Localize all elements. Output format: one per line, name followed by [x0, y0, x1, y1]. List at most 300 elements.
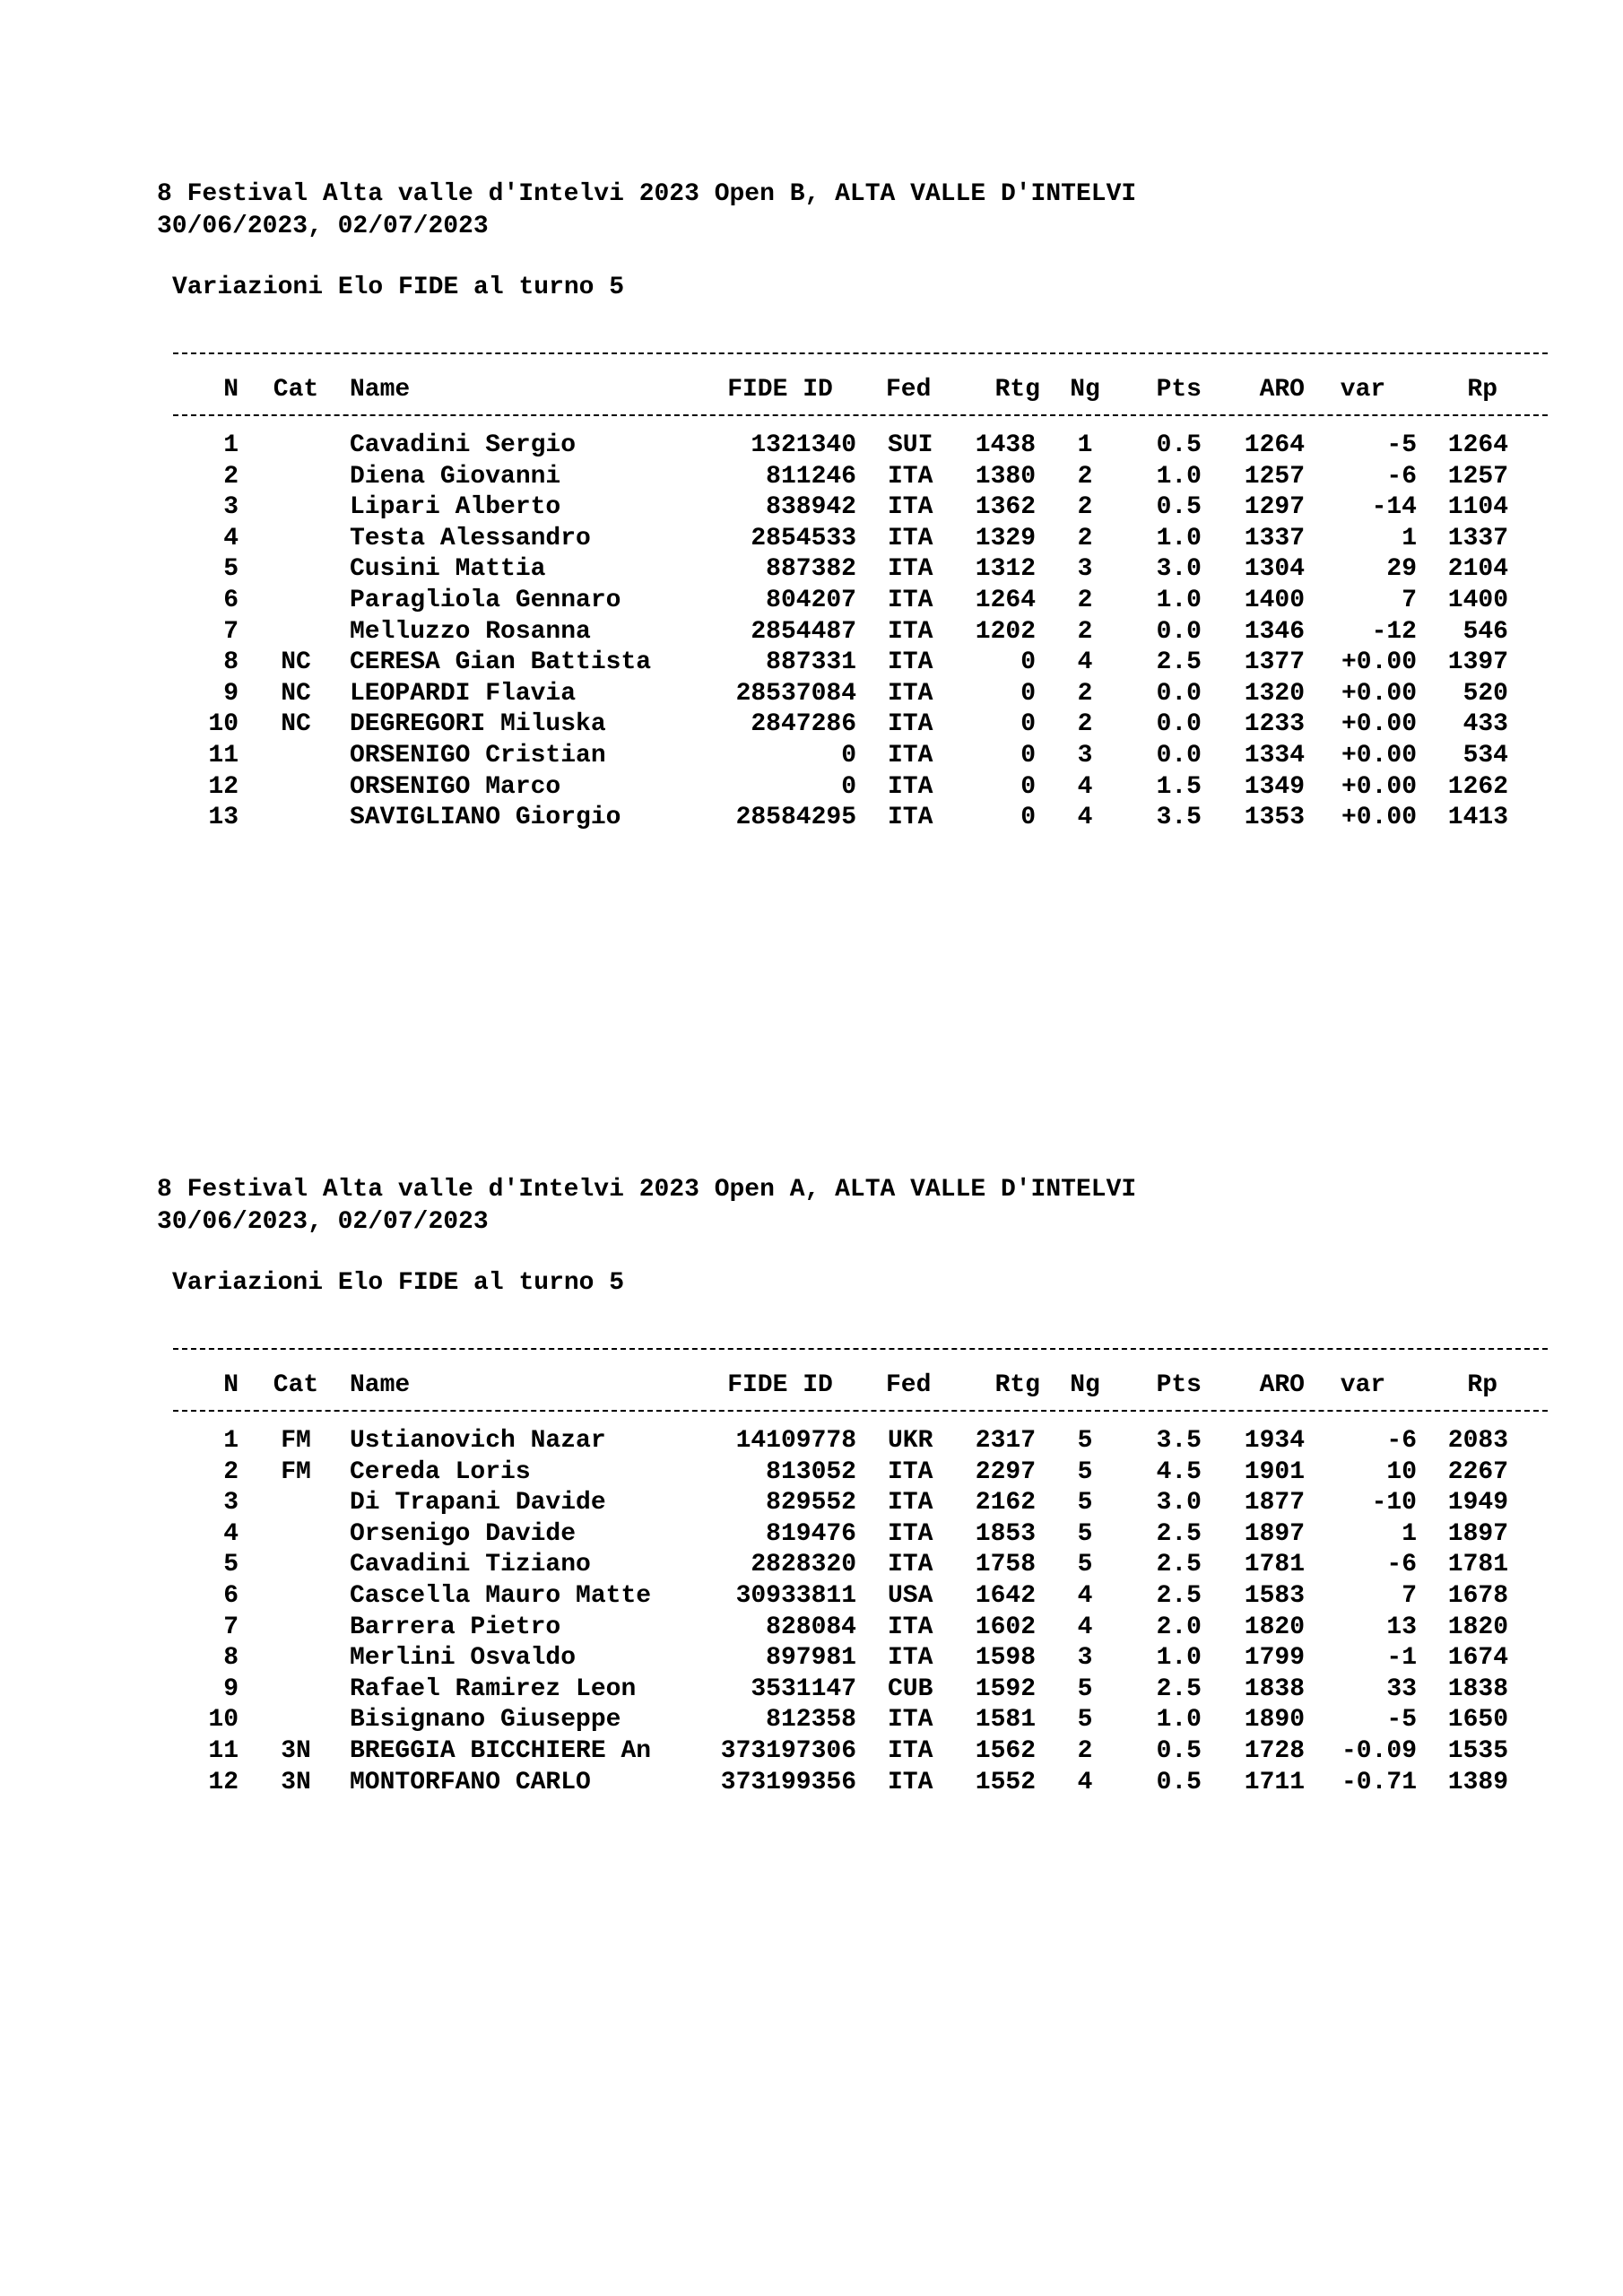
cell-name: Bisignano Giuseppe — [350, 1706, 621, 1735]
table-row — [0, 554, 1623, 586]
cell-fed: SUI — [888, 431, 933, 459]
cell-name: Paragliola Gennaro — [350, 586, 621, 614]
header-name: Name — [350, 1371, 411, 1399]
cell-rtg: 1264 — [975, 586, 1036, 614]
cell-rp: 520 — [1462, 679, 1508, 708]
cell-pts: 1.0 — [1156, 524, 1202, 552]
cell-ng: 1 — [1077, 431, 1093, 459]
cell-rp: 1650 — [1447, 1706, 1508, 1735]
cell-pts: 4.5 — [1156, 1457, 1202, 1486]
cell-rtg: 1598 — [975, 1644, 1036, 1673]
cell-pts: 3.5 — [1156, 1427, 1202, 1455]
header-cat: Cat — [273, 376, 319, 404]
cell-pts: 1.0 — [1156, 462, 1202, 491]
cell-name: SAVIGLIANO Giorgio — [350, 804, 621, 832]
cell-aro: 1877 — [1244, 1489, 1305, 1518]
cell-pts: 0.5 — [1156, 431, 1202, 459]
cell-cat: NC — [281, 648, 311, 677]
cell-fide-id: 838942 — [766, 493, 856, 522]
cell-name: Ustianovich Nazar — [350, 1427, 606, 1455]
cell-rtg: 0 — [1020, 741, 1036, 770]
cell-rtg: 1581 — [975, 1706, 1036, 1735]
cell-fed: USA — [888, 1581, 933, 1610]
cell-ng: 5 — [1077, 1674, 1093, 1703]
cell-var: -6 — [1386, 1427, 1417, 1455]
cell-fide-id: 812358 — [766, 1706, 856, 1735]
header-n: N — [223, 1371, 239, 1399]
cell-rtg: 2162 — [975, 1489, 1036, 1518]
cell-rp: 1337 — [1447, 524, 1508, 552]
cell-rtg: 2297 — [975, 1457, 1036, 1486]
cell-aro: 1838 — [1244, 1674, 1305, 1703]
cell-pts: 0.0 — [1156, 710, 1202, 739]
cell-rtg: 1362 — [975, 493, 1036, 522]
cell-fed: ITA — [888, 1519, 933, 1548]
cell-rp: 2104 — [1447, 555, 1508, 584]
cell-fed: ITA — [888, 741, 933, 770]
cell-var: +0.00 — [1341, 741, 1417, 770]
cell-ng: 3 — [1077, 741, 1093, 770]
table-row — [0, 679, 1623, 710]
cell-var: 10 — [1386, 1457, 1417, 1486]
cell-pts: 1.0 — [1156, 1644, 1202, 1673]
cell-fed: ITA — [888, 586, 933, 614]
cell-rp: 534 — [1462, 741, 1508, 770]
cell-rp: 1397 — [1447, 648, 1508, 677]
cell-aro: 1334 — [1244, 741, 1305, 770]
cell-fide-id: 373199356 — [720, 1768, 856, 1796]
cell-aro: 1890 — [1244, 1706, 1305, 1735]
header-ng: Ng — [1070, 1371, 1100, 1399]
cell-fide-id: 28537084 — [735, 679, 856, 708]
cell-n: 13 — [208, 804, 239, 832]
cell-pts: 2.5 — [1156, 648, 1202, 677]
header-rp: Rp — [1467, 376, 1497, 404]
section-dates: 30/06/2023, 02/07/2023 — [157, 1208, 489, 1236]
cell-name: Testa Alessandro — [350, 524, 591, 552]
cell-aro: 1346 — [1244, 617, 1305, 646]
table-row — [0, 1613, 1623, 1644]
cell-n: 1 — [223, 1427, 239, 1455]
cell-pts: 1.0 — [1156, 586, 1202, 614]
cell-name: Merlini Osvaldo — [350, 1644, 577, 1673]
cell-fide-id: 811246 — [766, 462, 856, 491]
cell-ng: 4 — [1077, 1613, 1093, 1641]
cell-name: Di Trapani Davide — [350, 1489, 606, 1518]
header-rtg: Rtg — [994, 1371, 1040, 1399]
cell-rp: 1262 — [1447, 772, 1508, 801]
table-row — [0, 586, 1623, 617]
cell-fide-id: 2828320 — [751, 1551, 856, 1579]
cell-ng: 2 — [1077, 1736, 1093, 1765]
cell-name: Cavadini Tiziano — [350, 1551, 591, 1579]
cell-pts: 0.0 — [1156, 617, 1202, 646]
cell-fed: ITA — [888, 679, 933, 708]
header-aro: ARO — [1259, 376, 1305, 404]
cell-ng: 2 — [1077, 710, 1093, 739]
cell-n: 10 — [208, 710, 239, 739]
cell-n: 4 — [223, 524, 239, 552]
cell-aro: 1400 — [1244, 586, 1305, 614]
cell-ng: 3 — [1077, 555, 1093, 584]
cell-n: 8 — [223, 1644, 239, 1673]
cell-var: -6 — [1386, 1551, 1417, 1579]
cell-rtg: 1642 — [975, 1581, 1036, 1610]
cell-ng: 2 — [1077, 679, 1093, 708]
cell-ng: 2 — [1077, 493, 1093, 522]
cell-rtg: 1758 — [975, 1551, 1036, 1579]
table-row — [0, 741, 1623, 772]
cell-rtg: 1562 — [975, 1736, 1036, 1765]
cell-aro: 1349 — [1244, 772, 1305, 801]
cell-fide-id: 829552 — [766, 1489, 856, 1518]
cell-fide-id: 2854487 — [751, 617, 856, 646]
cell-name: Orsenigo Davide — [350, 1519, 577, 1548]
cell-rp: 2083 — [1447, 1427, 1508, 1455]
cell-n: 9 — [223, 679, 239, 708]
cell-fed: ITA — [888, 1768, 933, 1796]
section-title: 8 Festival Alta valle d'Intelvi 2023 Open A, ALTA VALLE D'INTELVI — [157, 1176, 1137, 1204]
cell-n: 7 — [223, 1613, 239, 1641]
cell-fed: ITA — [888, 710, 933, 739]
cell-name: Lipari Alberto — [350, 493, 561, 522]
cell-var: -0.71 — [1341, 1768, 1417, 1796]
cell-fed: CUB — [888, 1674, 933, 1703]
cell-var: +0.00 — [1341, 648, 1417, 677]
cell-fide-id: 813052 — [766, 1457, 856, 1486]
cell-aro: 1337 — [1244, 524, 1305, 552]
cell-name: LEOPARDI Flavia — [350, 679, 577, 708]
header-fide-id: FIDE ID — [727, 1371, 833, 1399]
cell-fed: ITA — [888, 1489, 933, 1518]
cell-pts: 2.5 — [1156, 1674, 1202, 1703]
cell-rtg: 2317 — [975, 1427, 1036, 1455]
cell-rtg: 1438 — [975, 431, 1036, 459]
cell-rp: 1949 — [1447, 1489, 1508, 1518]
cell-fide-id: 819476 — [766, 1519, 856, 1548]
table-row — [0, 772, 1623, 804]
cell-n: 9 — [223, 1674, 239, 1703]
section-title: 8 Festival Alta valle d'Intelvi 2023 Open B, ALTA VALLE D'INTELVI — [157, 180, 1137, 208]
cell-var: 13 — [1386, 1613, 1417, 1641]
cell-name: DEGREGORI Miluska — [350, 710, 606, 739]
table-row — [0, 1519, 1623, 1551]
cell-var: 1 — [1402, 524, 1417, 552]
cell-ng: 5 — [1077, 1551, 1093, 1579]
cell-rtg: 1312 — [975, 555, 1036, 584]
cell-rp: 433 — [1462, 710, 1508, 739]
cell-rp: 1104 — [1447, 493, 1508, 522]
cell-aro: 1583 — [1244, 1581, 1305, 1610]
dashed-divider — [173, 1410, 1548, 1412]
cell-fide-id: 0 — [841, 772, 856, 801]
cell-fed: ITA — [888, 1706, 933, 1735]
cell-rp: 1389 — [1447, 1768, 1508, 1796]
cell-name: MONTORFANO CARLO — [350, 1768, 591, 1796]
cell-var: +0.00 — [1341, 772, 1417, 801]
cell-aro: 1264 — [1244, 431, 1305, 459]
cell-var: -10 — [1371, 1489, 1417, 1518]
header-ng: Ng — [1070, 376, 1100, 404]
cell-n: 4 — [223, 1519, 239, 1548]
cell-n: 11 — [208, 741, 239, 770]
cell-fed: ITA — [888, 1551, 933, 1579]
cell-n: 8 — [223, 648, 239, 677]
cell-rtg: 1329 — [975, 524, 1036, 552]
cell-pts: 3.0 — [1156, 1489, 1202, 1518]
cell-name: Rafael Ramirez Leon — [350, 1674, 637, 1703]
table-row — [0, 430, 1623, 462]
cell-ng: 2 — [1077, 524, 1093, 552]
cell-rp: 1400 — [1447, 586, 1508, 614]
cell-n: 10 — [208, 1706, 239, 1735]
cell-fide-id: 14109778 — [735, 1427, 856, 1455]
header-pts: Pts — [1156, 1371, 1202, 1399]
table-row — [0, 1426, 1623, 1457]
cell-fed: ITA — [888, 524, 933, 552]
cell-rtg: 1592 — [975, 1674, 1036, 1703]
cell-rtg: 1602 — [975, 1613, 1036, 1641]
cell-pts: 0.5 — [1156, 1736, 1202, 1765]
cell-var: -0.09 — [1341, 1736, 1417, 1765]
header-var: var — [1340, 376, 1386, 404]
table-row — [0, 1643, 1623, 1674]
dashed-divider — [173, 352, 1548, 354]
cell-cat: NC — [281, 679, 311, 708]
cell-rtg: 0 — [1020, 804, 1036, 832]
table-row — [0, 1457, 1623, 1489]
cell-ng: 2 — [1077, 617, 1093, 646]
table-row — [0, 1768, 1623, 1799]
cell-pts: 1.0 — [1156, 1706, 1202, 1735]
cell-rp: 1838 — [1447, 1674, 1508, 1703]
cell-fide-id: 804207 — [766, 586, 856, 614]
table-header — [0, 1370, 1623, 1401]
table-body — [0, 1426, 1623, 1798]
cell-name: Melluzzo Rosanna — [350, 617, 591, 646]
cell-rtg: 1552 — [975, 1768, 1036, 1796]
cell-name: CERESA Gian Battista — [350, 648, 652, 677]
cell-pts: 0.0 — [1156, 679, 1202, 708]
cell-pts: 3.5 — [1156, 804, 1202, 832]
cell-aro: 1377 — [1244, 648, 1305, 677]
cell-n: 1 — [223, 431, 239, 459]
cell-var: -5 — [1386, 1706, 1417, 1735]
cell-fed: ITA — [888, 493, 933, 522]
cell-rtg: 1853 — [975, 1519, 1036, 1548]
dashed-divider — [173, 414, 1548, 416]
table-row — [0, 492, 1623, 524]
cell-cat: FM — [281, 1457, 311, 1486]
cell-var: +0.00 — [1341, 679, 1417, 708]
cell-fed: UKR — [888, 1427, 933, 1455]
cell-pts: 0.0 — [1156, 741, 1202, 770]
cell-ng: 5 — [1077, 1427, 1093, 1455]
section-dates: 30/06/2023, 02/07/2023 — [157, 213, 489, 240]
cell-rp: 1413 — [1447, 804, 1508, 832]
cell-var: 1 — [1402, 1519, 1417, 1548]
cell-rp: 1897 — [1447, 1519, 1508, 1548]
cell-aro: 1304 — [1244, 555, 1305, 584]
cell-fide-id: 897981 — [766, 1644, 856, 1673]
cell-rp: 1678 — [1447, 1581, 1508, 1610]
cell-name: BREGGIA BICCHIERE An — [350, 1736, 652, 1765]
table-row — [0, 462, 1623, 493]
cell-fed: ITA — [888, 1644, 933, 1673]
table-row — [0, 1674, 1623, 1706]
cell-rp: 1674 — [1447, 1644, 1508, 1673]
header-fide-id: FIDE ID — [727, 376, 833, 404]
cell-aro: 1934 — [1244, 1427, 1305, 1455]
cell-pts: 1.5 — [1156, 772, 1202, 801]
header-n: N — [223, 376, 239, 404]
cell-name: ORSENIGO Cristian — [350, 741, 606, 770]
cell-aro: 1820 — [1244, 1613, 1305, 1641]
cell-fed: ITA — [888, 772, 933, 801]
cell-var: 29 — [1386, 555, 1417, 584]
cell-n: 7 — [223, 617, 239, 646]
header-rp: Rp — [1467, 1371, 1497, 1399]
cell-var: -6 — [1386, 462, 1417, 491]
cell-ng: 2 — [1077, 586, 1093, 614]
cell-ng: 5 — [1077, 1519, 1093, 1548]
cell-fide-id: 887331 — [766, 648, 856, 677]
cell-name: Cavadini Sergio — [350, 431, 577, 459]
cell-pts: 2.5 — [1156, 1519, 1202, 1548]
header-cat: Cat — [273, 1371, 319, 1399]
cell-rp: 1781 — [1447, 1551, 1508, 1579]
cell-ng: 5 — [1077, 1706, 1093, 1735]
cell-n: 6 — [223, 586, 239, 614]
cell-fed: ITA — [888, 555, 933, 584]
cell-ng: 4 — [1077, 1768, 1093, 1796]
cell-n: 5 — [223, 555, 239, 584]
table-row — [0, 1488, 1623, 1519]
cell-var: -1 — [1386, 1644, 1417, 1673]
cell-pts: 0.5 — [1156, 493, 1202, 522]
table-row — [0, 648, 1623, 679]
cell-fide-id: 373197306 — [720, 1736, 856, 1765]
cell-n: 2 — [223, 1457, 239, 1486]
cell-aro: 1901 — [1244, 1457, 1305, 1486]
cell-n: 11 — [208, 1736, 239, 1765]
cell-n: 6 — [223, 1581, 239, 1610]
cell-aro: 1897 — [1244, 1519, 1305, 1548]
cell-var: -12 — [1371, 617, 1417, 646]
cell-n: 2 — [223, 462, 239, 491]
header-pts: Pts — [1156, 376, 1202, 404]
cell-aro: 1799 — [1244, 1644, 1305, 1673]
cell-pts: 3.0 — [1156, 555, 1202, 584]
cell-n: 12 — [208, 1768, 239, 1796]
cell-cat: 3N — [281, 1736, 311, 1765]
cell-fed: ITA — [888, 1736, 933, 1765]
cell-pts: 2.5 — [1156, 1551, 1202, 1579]
cell-rtg: 0 — [1020, 710, 1036, 739]
cell-cat: NC — [281, 710, 311, 739]
cell-var: 7 — [1402, 586, 1417, 614]
header-var: var — [1340, 1371, 1386, 1399]
cell-aro: 1728 — [1244, 1736, 1305, 1765]
cell-aro: 1257 — [1244, 462, 1305, 491]
cell-rp: 1820 — [1447, 1613, 1508, 1641]
cell-ng: 5 — [1077, 1457, 1093, 1486]
cell-var: 7 — [1402, 1581, 1417, 1610]
section-subtitle: Variazioni Elo FIDE al turno 5 — [172, 274, 625, 301]
cell-fed: ITA — [888, 1457, 933, 1486]
cell-pts: 0.5 — [1156, 1768, 1202, 1796]
header-name: Name — [350, 376, 411, 404]
cell-cat: FM — [281, 1427, 311, 1455]
table-row — [0, 803, 1623, 834]
table-row — [0, 709, 1623, 741]
table-row — [0, 1705, 1623, 1736]
cell-aro: 1233 — [1244, 710, 1305, 739]
cell-rtg: 0 — [1020, 772, 1036, 801]
table-row — [0, 1581, 1623, 1613]
cell-fide-id: 3531147 — [751, 1674, 856, 1703]
cell-var: -14 — [1371, 493, 1417, 522]
cell-n: 5 — [223, 1551, 239, 1579]
cell-aro: 1353 — [1244, 804, 1305, 832]
cell-aro: 1711 — [1244, 1768, 1305, 1796]
cell-fide-id: 887382 — [766, 555, 856, 584]
cell-name: Cereda Loris — [350, 1457, 531, 1486]
header-aro: ARO — [1259, 1371, 1305, 1399]
cell-rtg: 0 — [1020, 679, 1036, 708]
cell-fed: ITA — [888, 462, 933, 491]
cell-rp: 1264 — [1447, 431, 1508, 459]
cell-var: 33 — [1386, 1674, 1417, 1703]
cell-ng: 2 — [1077, 462, 1093, 491]
header-fed: Fed — [886, 376, 932, 404]
cell-aro: 1781 — [1244, 1551, 1305, 1579]
cell-fide-id: 2847286 — [751, 710, 856, 739]
cell-rp: 1257 — [1447, 462, 1508, 491]
cell-name: Cusini Mattia — [350, 555, 546, 584]
cell-fide-id: 828084 — [766, 1613, 856, 1641]
cell-fide-id: 1321340 — [751, 431, 856, 459]
cell-rtg: 0 — [1020, 648, 1036, 677]
cell-cat: 3N — [281, 1768, 311, 1796]
cell-pts: 2.5 — [1156, 1581, 1202, 1610]
cell-rtg: 1202 — [975, 617, 1036, 646]
cell-ng: 4 — [1077, 1581, 1093, 1610]
cell-fed: ITA — [888, 648, 933, 677]
cell-rp: 1535 — [1447, 1736, 1508, 1765]
cell-rp: 2267 — [1447, 1457, 1508, 1486]
table-body — [0, 430, 1623, 834]
cell-ng: 4 — [1077, 648, 1093, 677]
cell-name: ORSENIGO Marco — [350, 772, 561, 801]
cell-n: 3 — [223, 493, 239, 522]
cell-ng: 5 — [1077, 1489, 1093, 1518]
table-row — [0, 1550, 1623, 1581]
section-subtitle: Variazioni Elo FIDE al turno 5 — [172, 1269, 625, 1297]
cell-n: 3 — [223, 1489, 239, 1518]
cell-fide-id: 28584295 — [735, 804, 856, 832]
cell-var: -5 — [1386, 431, 1417, 459]
cell-rp: 546 — [1462, 617, 1508, 646]
cell-name: Cascella Mauro Matte — [350, 1581, 652, 1610]
cell-aro: 1297 — [1244, 493, 1305, 522]
cell-aro: 1320 — [1244, 679, 1305, 708]
header-fed: Fed — [886, 1371, 932, 1399]
cell-ng: 3 — [1077, 1644, 1093, 1673]
cell-fed: ITA — [888, 804, 933, 832]
dashed-divider — [173, 1348, 1548, 1350]
cell-fed: ITA — [888, 617, 933, 646]
